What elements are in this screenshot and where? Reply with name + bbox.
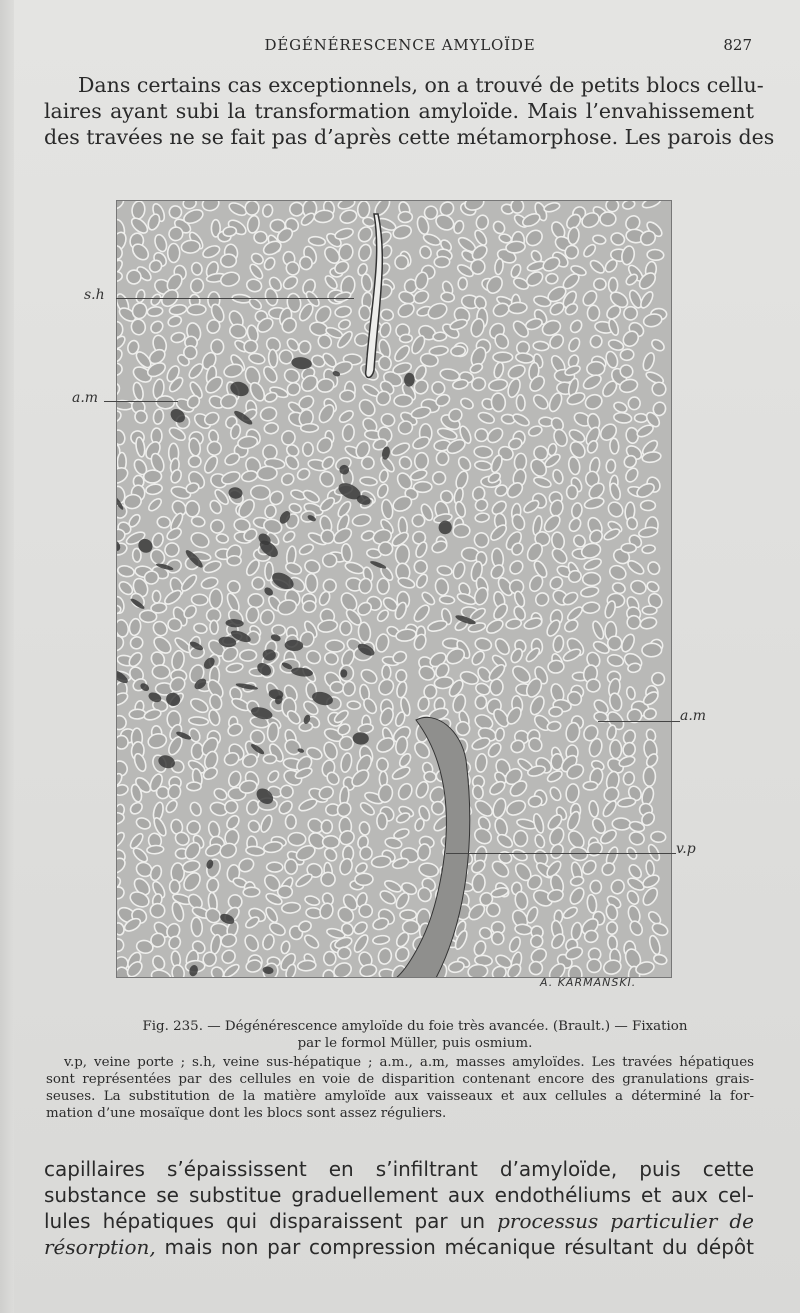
text-segment: lules hépatiques qui disparaissent par un [44, 1209, 486, 1233]
caption-body-line: v.p, veine porte ; s.h, veine sus-hépatique ; a.m., a.m, masses amyloïdes. Les travées hépatiques [64, 1055, 754, 1070]
text-line: des travées ne se fait pas d’après cette métamorphose. Les parois des [44, 125, 775, 149]
leader-line-sh [116, 298, 354, 299]
italic-text: processus particulier de [497, 1209, 755, 1233]
leader-line-am-right [598, 721, 680, 722]
running-head-title: DÉGÉNÉRESCENCE AMYLOÏDE [264, 36, 536, 54]
histology-illustration [116, 200, 672, 978]
caption-body-line: mation d’une mosaïque dont les blocs sont assez réguliers. [46, 1106, 447, 1121]
text-line [44, 1208, 754, 1234]
paragraph-bottom [44, 1156, 754, 1260]
leader-line-vp [446, 853, 676, 854]
caption-heading-line: par le formol Müller, puis osmium. [297, 1036, 533, 1051]
caption-body-line: seuses. La substitution de la matière amyloïde aux vaisseaux et aux cellules a déterminé la for- [46, 1089, 754, 1104]
artist-signature: A. KARMANSKI. [540, 976, 637, 989]
caption-heading-line: Fig. 235. — Dégénérescence amyloïde du foie très avancée. (Brault.) — Fixation [142, 1019, 688, 1034]
text-line [44, 1234, 754, 1260]
label-am-left: a.m [72, 390, 99, 406]
italic-text: résorption, [44, 1235, 156, 1259]
text-line: Dans certains cas exceptionnels, on a trouvé de petits blocs cellu- [78, 73, 764, 97]
caption-heading [46, 1018, 754, 1052]
caption-body-line: sont représentées par des cellules en voie de disparition contenant encore des granulations grais- [46, 1072, 754, 1087]
label-sh: s.h [84, 287, 105, 303]
paragraph-top [44, 72, 775, 150]
running-head [0, 36, 800, 56]
label-vp: v.p [676, 841, 696, 857]
page-gutter-shadow [0, 0, 14, 1313]
text-segment: mais non par compression mécanique résultant du dépôt [164, 1235, 754, 1259]
leader-line-am-left [104, 401, 178, 402]
text-line: laires ayant subi la transformation amyloïde. Mais l’envahissement [44, 99, 754, 123]
caption-body [46, 1054, 754, 1122]
figure-caption [46, 1018, 754, 1122]
page-number: 827 [723, 36, 752, 54]
text-line: substance se substitue graduellement aux endothéliums et aux cel- [44, 1183, 754, 1207]
text-line: capillaires s’épaississent en s’infiltrant d’amyloïde, puis cette [44, 1157, 754, 1181]
liver-histology-figure [116, 200, 672, 978]
label-am-right: a.m [680, 708, 707, 724]
